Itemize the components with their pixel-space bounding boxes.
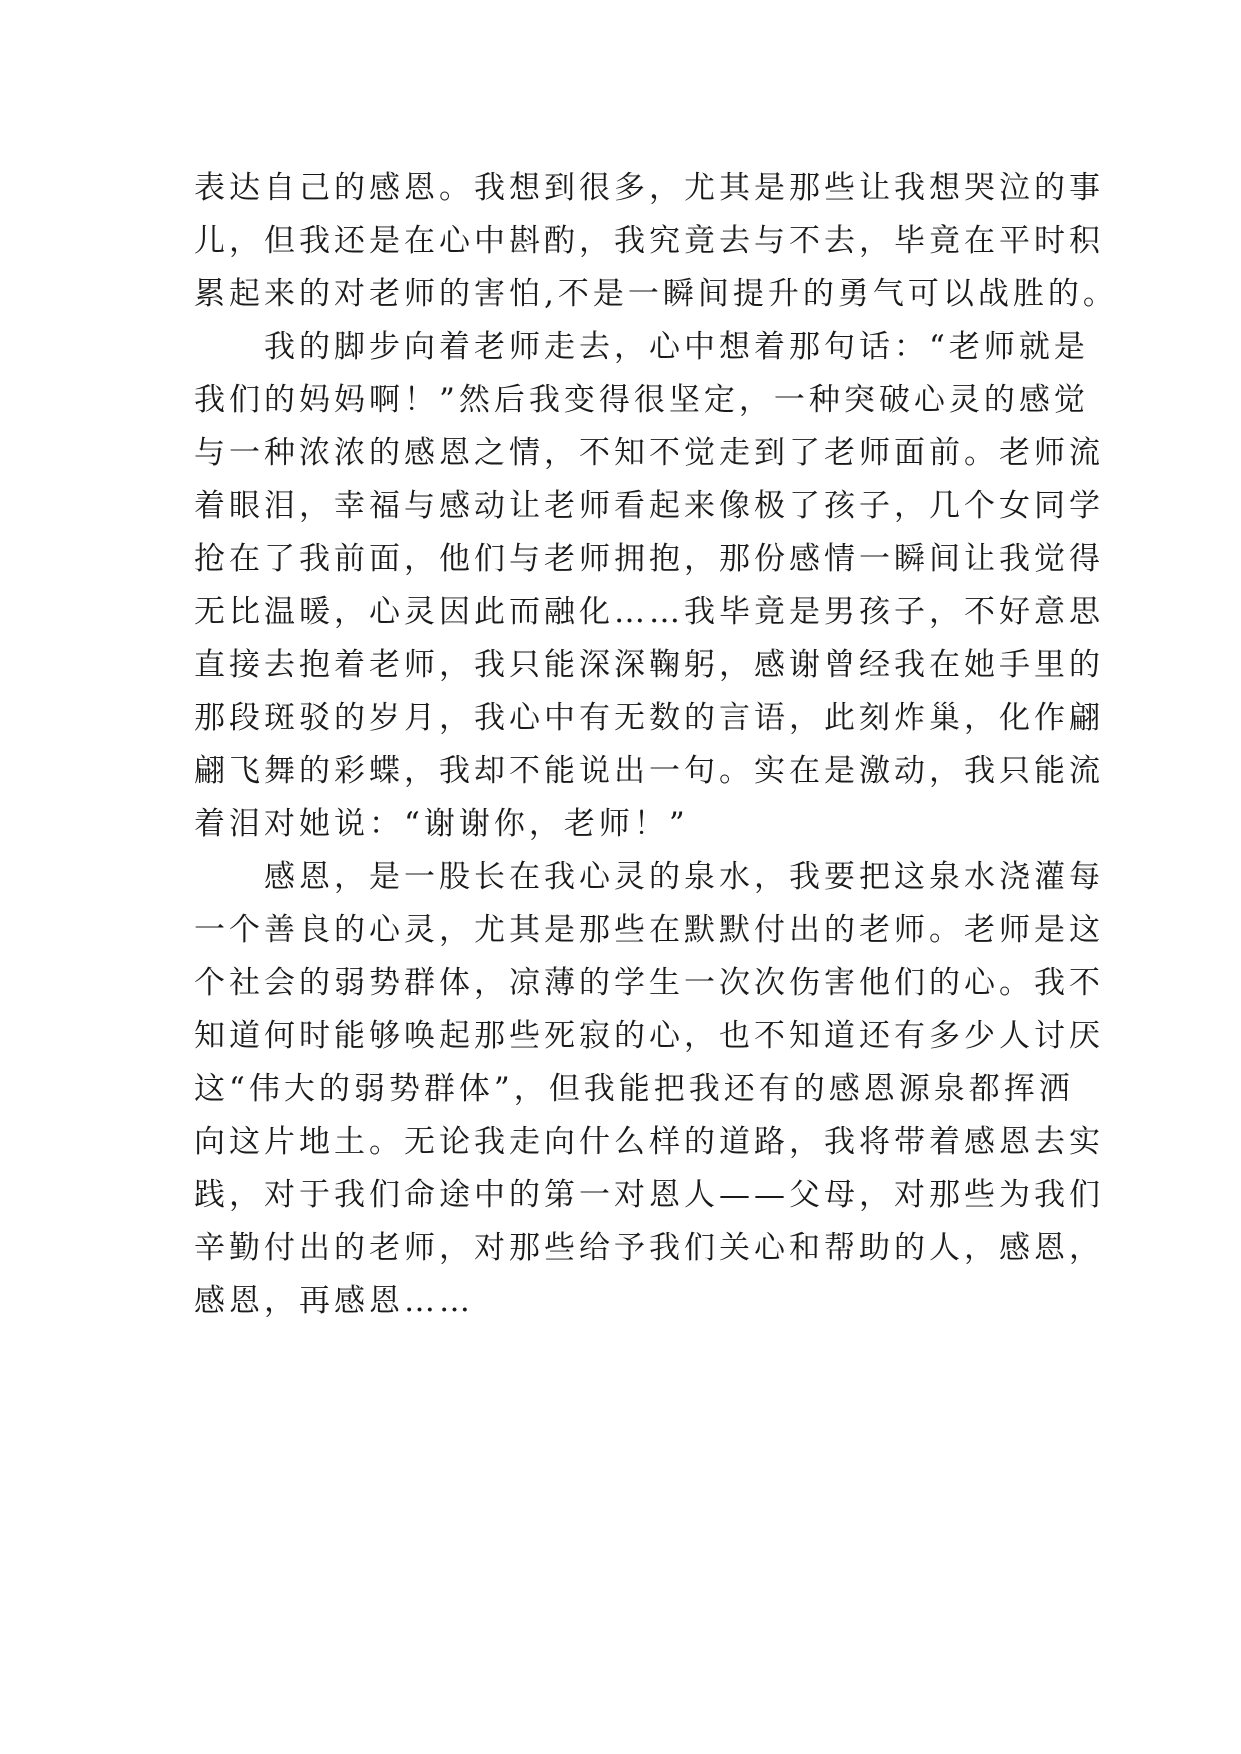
body-text — [194, 162, 1118, 1328]
text-line: 翩飞舞的彩蝶，我却不能说出一句。实在是激动，我只能流 — [194, 753, 1104, 789]
text-line: 知道何时能够唤起那些死寂的心，也不知道还有多少人讨厌 — [194, 1018, 1104, 1054]
text-line: 儿，但我还是在心中斟酌，我究竟去与不去，毕竟在平时积 — [194, 223, 1104, 259]
text-line: 抢在了我前面，他们与老师拥抱，那份感情一瞬间让我觉得 — [194, 541, 1104, 577]
text-line: 直接去抱着老师，我只能深深鞠躬，感谢曾经我在她手里的 — [194, 647, 1104, 683]
text-line: 表达自己的感恩。我想到很多，尤其是那些让我想哭泣的事 — [194, 170, 1104, 206]
text-line: 辛勤付出的老师，对那些给予我们关心和帮助的人，感恩， — [194, 1230, 1104, 1266]
text-line: 与一种浓浓的感恩之情，不知不觉走到了老师面前。老师流 — [194, 435, 1104, 471]
text-line: 一个善良的心灵，尤其是那些在默默付出的老师。老师是这 — [194, 912, 1104, 948]
text-line: 累起来的对老师的害怕,不是一瞬间提升的勇气可以战胜的。 — [194, 276, 1118, 312]
text-line: 践，对于我们命途中的第一对恩人——父母，对那些为我们 — [194, 1177, 1104, 1213]
text-line: 着泪对她说：“谢谢你，老师！” — [194, 806, 689, 842]
text-line: 感恩，再感恩…… — [194, 1283, 474, 1319]
text-line: 我们的妈妈啊！”然后我变得很坚定，一种突破心灵的感觉 — [194, 382, 1089, 418]
text-line: 无比温暖，心灵因此而融化……我毕竟是男孩子，不好意思 — [194, 594, 1104, 630]
text-line: 向这片地土。无论我走向什么样的道路，我将带着感恩去实 — [194, 1124, 1104, 1160]
text-line: 感恩，是一股长在我心灵的泉水，我要把这泉水浇灌每 — [194, 859, 1104, 895]
text-line: 那段斑驳的岁月，我心中有无数的言语，此刻炸巢，化作翩 — [194, 700, 1104, 736]
text-line: 我的脚步向着老师走去，心中想着那句话：“老师就是 — [194, 329, 1089, 365]
text-line: 个社会的弱势群体，凉薄的学生一次次伤害他们的心。我不 — [194, 965, 1104, 1001]
text-line: 着眼泪，幸福与感动让老师看起来像极了孩子，几个女同学 — [194, 488, 1104, 524]
text-line: 这“伟大的弱势群体”，但我能把我还有的感恩源泉都挥洒 — [194, 1071, 1074, 1107]
